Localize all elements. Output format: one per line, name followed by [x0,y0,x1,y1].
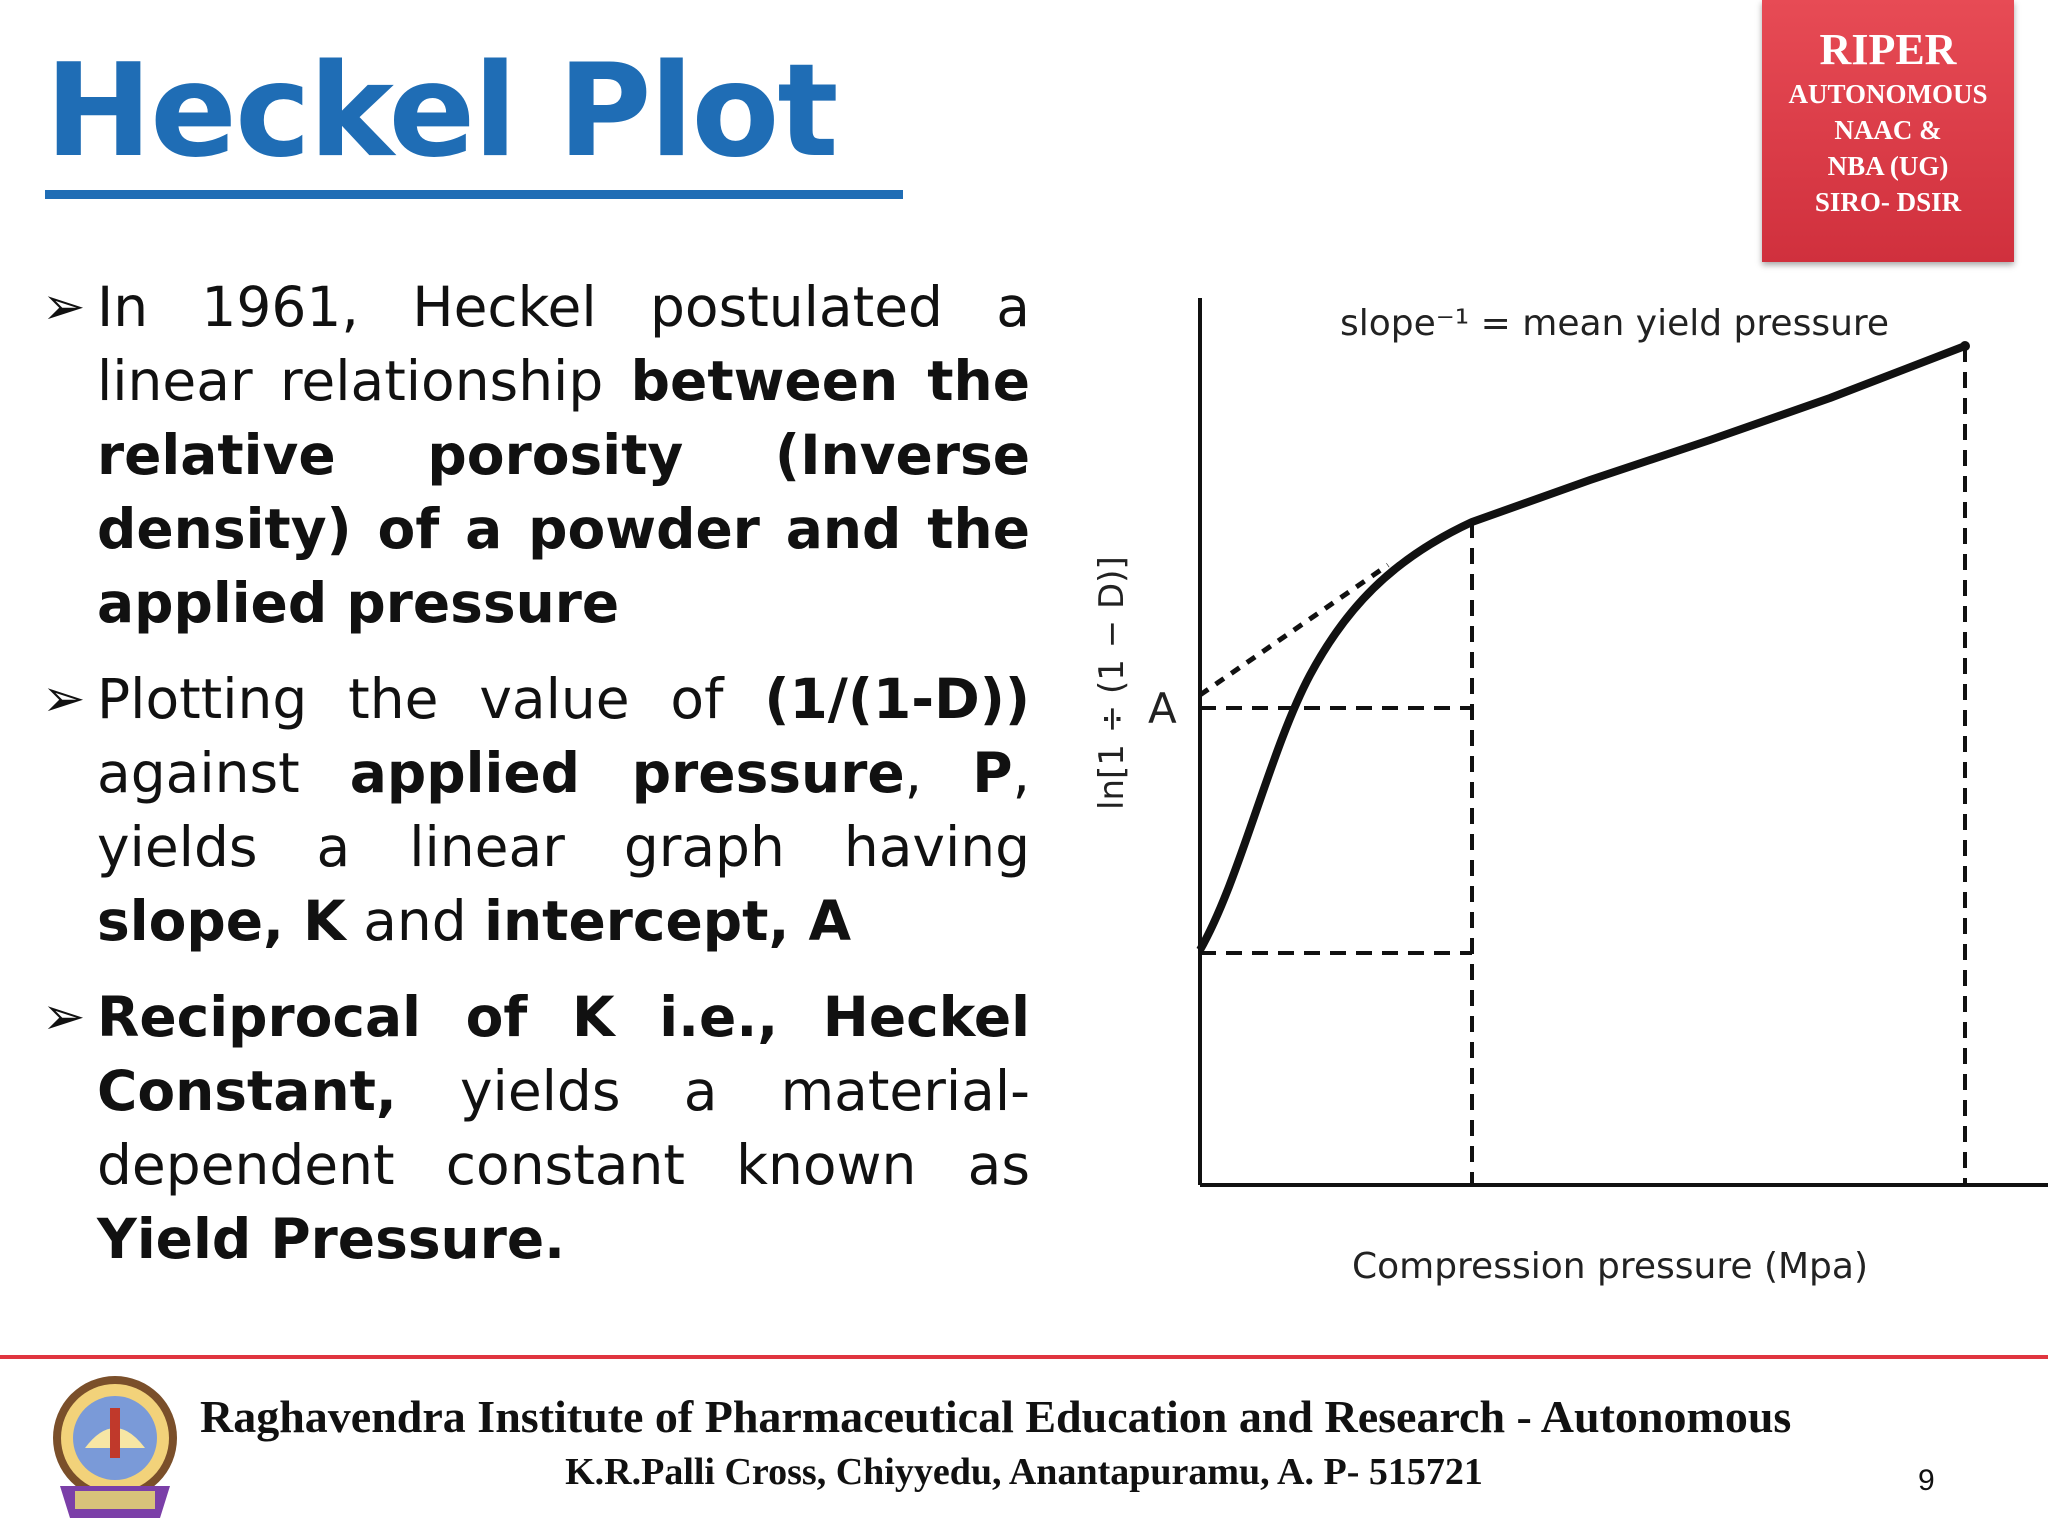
bullet-3-bold-1: Reciprocal of K i.e., Heckel Constant, [97,985,1030,1123]
bullet-2-bold-2: applied pressure [349,741,905,805]
bullet-2-text-3: , [904,741,973,805]
extrapolation-line [1200,565,1388,695]
heckel-curve [1200,346,1965,950]
badge-line-2: AUTONOMOUS [1788,79,1988,109]
intercept-label: A [1148,684,1177,733]
institute-address: K.R.Palli Cross, Chiyyedu, Anantapuramu, A. P- 515721 [565,1451,1483,1493]
badge-line-4: NBA (UG) [1827,151,1949,181]
bullet-list [42,270,1030,1298]
bullet-item-3 [42,980,1030,1276]
bullet-2-text-5: and [345,889,485,953]
bullet-2-text-1: Plotting the value of [97,667,765,731]
badge-line-3: NAAC & [1834,115,1942,145]
footer-rule [0,1355,2048,1359]
institute-logo [40,1368,190,1526]
bullet-3-bold-2: Yield Pressure. [97,1207,566,1271]
institute-name: Raghavendra Institute of Pharmaceutical Education and Research - Autonomous [200,1391,1792,1442]
x-axis-label: Compression pressure (Mpa) [1351,1246,1869,1287]
bullet-2-bold-3: P [972,741,1013,805]
bullet-item-1 [42,270,1030,640]
bullet-3-text: yields a material-dependent constant known as [97,1059,1030,1197]
arrow-bullet-icon: ➢ [42,987,86,1047]
slope-annotation: slope⁻¹ = mean yield pressure [1340,303,1890,344]
heckel-plot-chart [1090,280,2048,1320]
bullet-2-text-4: , yields a linear graph having [97,741,1030,879]
page-number: 9 [1918,1464,1935,1497]
badge-line-5: SIRO- DSIR [1814,187,1962,217]
arrow-bullet-icon: ➢ [42,669,86,729]
curve-end-point [1960,341,1970,351]
logo-emblem-icon [40,1368,190,1526]
bullet-1-text: In 1961, Heckel postulated a linear relationship [97,275,1030,413]
title-underline [45,190,903,199]
bullet-2-bold-1: (1/(1-D)) [764,667,1030,731]
bullet-item-2 [42,662,1030,958]
page-title: Heckel Plot [45,37,837,186]
bullet-1-bold: between the relative porosity (Inverse density) of a powder and the applied pressure [97,349,1030,635]
bullet-2-bold-5: intercept, A [484,889,852,953]
bullet-2-bold-4: slope, K [97,889,346,953]
heckel-plot-svg [1090,280,2048,1320]
arrow-bullet-icon: ➢ [42,277,86,337]
accreditation-badge [1762,0,2014,262]
bullet-2-text-2: against [97,741,350,805]
y-axis-label: ln[1 ÷ (1 − D)] [1092,556,1132,810]
badge-line-1: RIPER [1819,25,1957,74]
